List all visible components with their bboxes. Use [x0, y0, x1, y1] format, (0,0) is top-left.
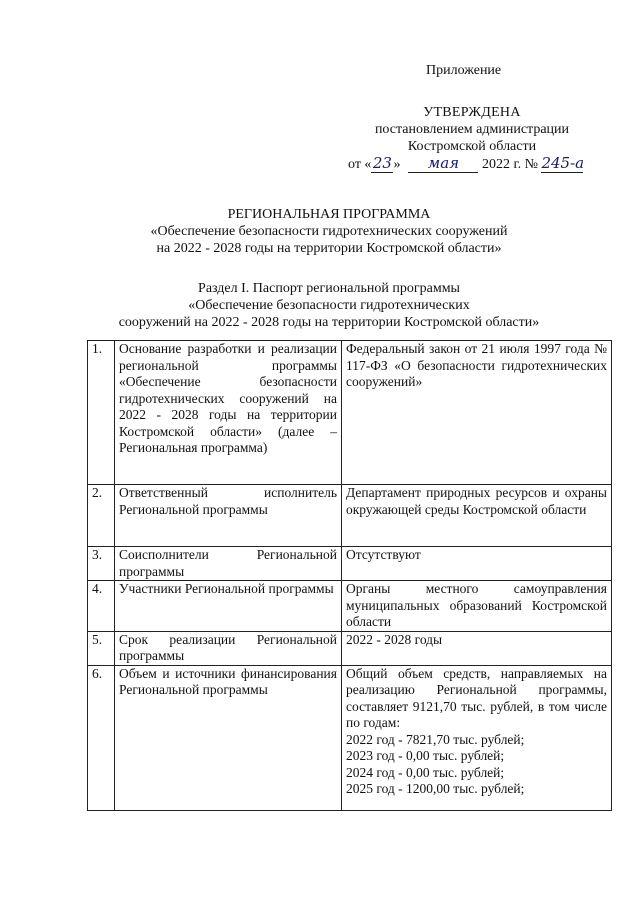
section-line3: сооружений на 2022 - 2028 годы на территории Костромской области»: [118, 315, 540, 330]
row-number: 2.: [88, 485, 115, 547]
row-number: 1.: [88, 341, 115, 485]
row-parameter: Соисполнители Региональной программы: [115, 547, 342, 581]
doc-number: 245-а: [541, 154, 585, 172]
section-heading: [90, 280, 568, 331]
approval-stamp: [338, 104, 606, 155]
row-parameter: Объем и источники финансирования Региональной программы: [115, 665, 342, 810]
date-mid: »: [393, 157, 401, 172]
row-parameter: Основание разработки и реализации региональной программы «Обеспечение безопасности гидротехнических сооружений на 2022 - 2028 годы на территории Костромской области» (далее – Региональная программа): [115, 341, 342, 485]
program-heading: [120, 206, 538, 257]
date-prefix: от «: [348, 157, 372, 172]
table-row: [88, 665, 612, 810]
table-row: [88, 547, 612, 581]
section-line1: Раздел I. Паспорт региональной программы: [198, 281, 460, 296]
row-number: 3.: [88, 547, 115, 581]
section-line2: «Обеспечение безопасности гидротехнических: [188, 298, 470, 313]
row-number: 4.: [88, 581, 115, 632]
appendix-label: Приложение: [426, 63, 502, 78]
table-row: [88, 485, 612, 547]
row-parameter: Ответственный исполнитель Региональной программы: [115, 485, 342, 547]
table-row: [88, 341, 612, 485]
funding-year-line: 2025 год - 1200,00 тыс. рублей;: [346, 781, 525, 796]
funding-year-line: 2024 год - 0,00 тыс. рублей;: [346, 764, 505, 780]
row-number: 6.: [88, 665, 115, 810]
approved-by-line1: постановлением администрации: [374, 122, 570, 137]
table-row: [88, 581, 612, 632]
row-parameter: Участники Региональной программы: [115, 581, 342, 632]
date-month: мая: [427, 154, 460, 172]
program-title-line2: «Обеспечение безопасности гидротехнических сооружений: [150, 224, 508, 239]
approved-by-line2: Костромской области: [407, 139, 537, 154]
funding-intro: Общий объем средств, направляемых на реализацию Региональной программы, составляет 9121,70 тыс. рублей, в том числе по годам:: [346, 665, 607, 730]
row-value: Отсутствуют: [342, 547, 612, 581]
funding-year-line: 2023 год - 0,00 тыс. рублей;: [346, 748, 505, 763]
row-number: 5.: [88, 631, 115, 665]
date-year: 2022 г. №: [481, 157, 538, 172]
date-day: 23: [372, 154, 392, 172]
row-value: Департамент природных ресурсов и охраны окружающей среды Костромской области: [342, 485, 612, 547]
program-title-line3: на 2022 - 2028 годы на территории Костромской области»: [156, 241, 502, 256]
approval-date-line: [348, 156, 583, 173]
passport-table: [87, 340, 612, 811]
table-row: [88, 631, 612, 665]
row-value: Органы местного самоуправления муниципальных образований Костромской области: [342, 581, 612, 632]
approved-title: УТВЕРЖДЕНА: [423, 105, 521, 120]
row-value: Федеральный закон от 21 июля 1997 года № 117-ФЗ «О безопасности гидротехнических сооружений»: [342, 341, 612, 485]
row-value: 2022 - 2028 годы: [342, 631, 612, 665]
program-title: РЕГИОНАЛЬНАЯ ПРОГРАММА: [227, 207, 431, 222]
row-value: [342, 665, 612, 810]
row-parameter: Срок реализации Региональной программы: [115, 631, 342, 665]
funding-year-line: 2022 год - 7821,70 тыс. рублей;: [346, 731, 525, 747]
